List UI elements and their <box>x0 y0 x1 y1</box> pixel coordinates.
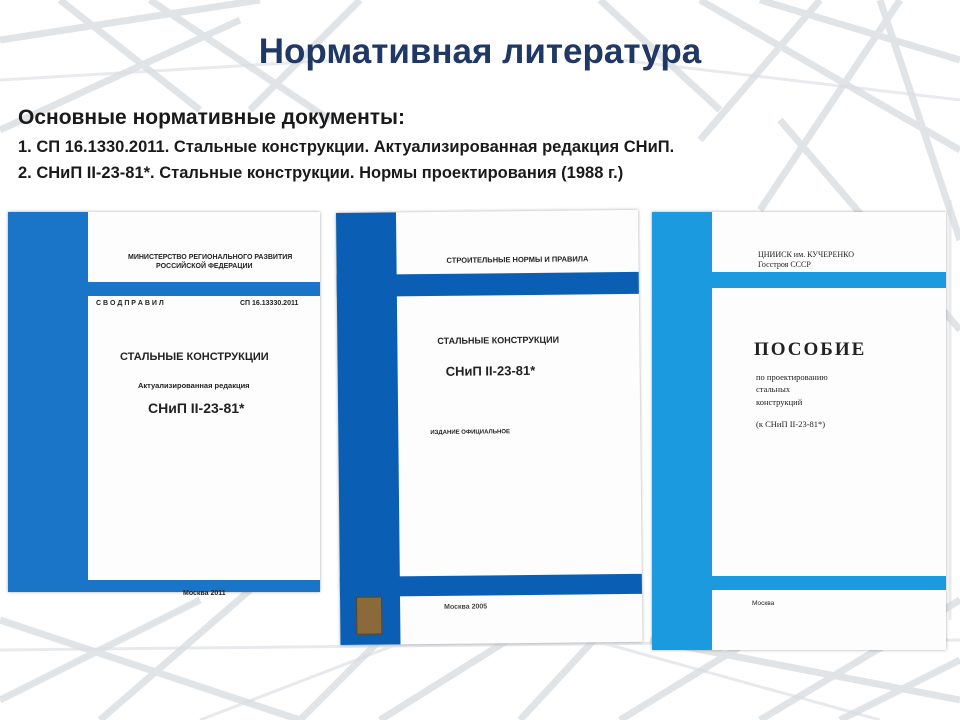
section-subtitle: Основные нормативные документы: <box>18 106 405 129</box>
cover-institute: ЦНИИСК им. КУЧЕРЕНКО <box>758 250 855 259</box>
cover-sp-16-13330 <box>8 212 320 597</box>
cover-blue-top-stripe <box>652 272 946 288</box>
cover-city-year: Москва 2005 <box>444 603 488 611</box>
cover-series: С В О Д П Р А В И Л <box>96 300 164 307</box>
cover-title: СТАЛЬНЫЕ КОНСТРУКЦИИ <box>437 334 560 346</box>
cover-city: Москва <box>752 600 775 607</box>
cover-city-year: Москва 2011 <box>183 590 226 597</box>
cover-title: СТАЛЬНЫЕ КОНСТРУКЦИИ <box>120 351 269 363</box>
cover-text-line: по проектированию <box>756 372 828 382</box>
cover-institute: Госстроя СССР <box>758 260 811 269</box>
cover-posobie <box>652 212 946 650</box>
cover-text-line: конструкций <box>756 397 803 407</box>
cover-title: ПОСОБИЕ <box>754 339 867 360</box>
cover-edition: Актуализированная редакция <box>138 381 250 390</box>
cover-emblem-stamp <box>356 597 382 635</box>
cover-ministry-line: РОССИЙСКОЙ ФЕДЕРАЦИИ <box>156 263 253 270</box>
cover-code: СП 16.13330.2011 <box>240 300 299 307</box>
cover-snip-ii-23-81 <box>336 210 643 645</box>
cover-official: ИЗДАНИЕ ОФИЦИАЛЬНОЕ <box>430 429 511 437</box>
cover-blue-vertical-band <box>8 212 88 592</box>
cover-snip: СНиП II-23-81* <box>445 362 536 379</box>
cover-text-line: стальных <box>756 384 791 394</box>
cover-ministry-line: МИНИСТЕРСТВО РЕГИОНАЛЬНОГО РАЗВИТИЯ <box>128 254 293 261</box>
cover-blue-bottom-stripe <box>340 574 642 597</box>
cover-blue-top-stripe <box>337 272 639 297</box>
cover-blue-bottom-stripe <box>652 576 946 590</box>
cover-snip: СНиП II-23-81* <box>148 400 245 416</box>
cover-series: СТРОИТЕЛЬНЫЕ НОРМЫ И ПРАВИЛА <box>446 254 589 265</box>
page-title: Нормативная литература <box>258 32 702 71</box>
cover-blue-top-stripe <box>8 282 320 296</box>
cover-blue-bottom-stripe <box>8 580 320 592</box>
cover-text-line: (к СНиП II-23-81*) <box>756 419 826 429</box>
document-item: 2. СНиП II-23-81*. Стальные конструкции. Нормы проектирования (1988 г.) <box>18 164 624 182</box>
document-item: 1. СП 16.1330.2011. Стальные конструкции. Актуализированная редакция СНиП. <box>18 138 675 156</box>
